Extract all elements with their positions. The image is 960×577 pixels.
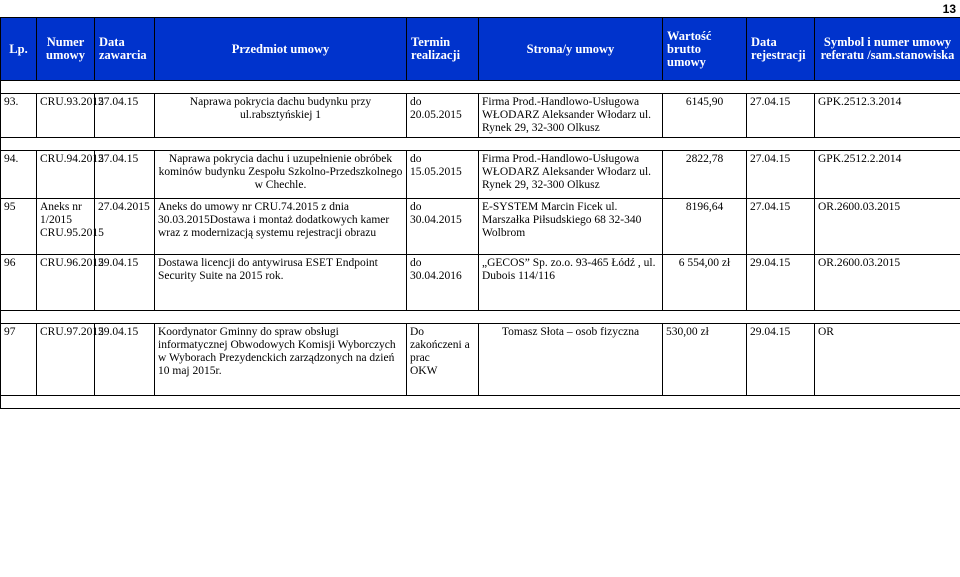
header-przedmiot: Przedmiot umowy	[155, 18, 407, 81]
cell-przedmiot: Naprawa pokrycia dachu budynku przy ul.rabsztyńskiej 1	[155, 94, 407, 138]
termin-date: 20.05.2015	[410, 109, 462, 121]
header-termin: Termin realizacji	[407, 18, 479, 81]
spacer	[1, 138, 960, 151]
cell-data-rej: 27.04.15	[747, 94, 815, 138]
table-row	[1, 255, 960, 311]
cell-numer: CRU.94.2015	[37, 151, 95, 199]
cell-numer: Aneks nr 1/2015 CRU.95.2015	[37, 199, 95, 255]
cell-termin	[407, 151, 479, 199]
cell-wartosc: 6 554,00 zł	[663, 255, 747, 311]
header-strona: Strona/y umowy	[479, 18, 663, 81]
termin-prefix: do	[410, 257, 422, 269]
cell-data-rej: 27.04.15	[747, 199, 815, 255]
cell-data: 27.04.15	[95, 94, 155, 138]
header-row	[1, 18, 960, 81]
cell-lp: 94.	[1, 151, 37, 199]
cell-termin	[407, 94, 479, 138]
cell-symbol: OR.2600.03.2015	[815, 199, 960, 255]
cell-wartosc: 6145,90	[663, 94, 747, 138]
cell-symbol: GPK.2512.3.2014	[815, 94, 960, 138]
cell-termin	[407, 324, 479, 396]
cell-przedmiot: Dostawa licencji do antywirusa ESET Endpoint Security Suite na 2015 rok.	[155, 255, 407, 311]
contract-register-table	[0, 17, 960, 409]
page-number: 13	[942, 2, 956, 16]
termin-prefix: do	[410, 96, 422, 108]
header-lp: Lp.	[1, 18, 37, 81]
termin-date: 30.04.2015	[410, 214, 462, 226]
cell-lp: 95	[1, 199, 37, 255]
termin-date: OKW	[410, 365, 438, 377]
cell-strona: Firma Prod.-Handlowo-Usługowa WŁODARZ Aleksander Włodarz ul. Rynek 29, 32-300 Olkusz	[479, 151, 663, 199]
cell-wartosc: 530,00 zł	[663, 324, 747, 396]
termin-prefix: Do zakończeni a prac	[410, 326, 470, 364]
cell-data-rej: 29.04.15	[747, 324, 815, 396]
cell-termin	[407, 255, 479, 311]
table-row	[1, 324, 960, 396]
cell-strona: Firma Prod.-Handlowo-Usługowa WŁODARZ Aleksander Włodarz ul. Rynek 29, 32-300 Olkusz	[479, 94, 663, 138]
cell-data: 29.04.15	[95, 255, 155, 311]
cell-wartosc: 2822,78	[663, 151, 747, 199]
cell-termin	[407, 199, 479, 255]
cell-numer: CRU.93.2015	[37, 94, 95, 138]
header-data-zawarcia: Data zawarcia	[95, 18, 155, 81]
cell-przedmiot: Naprawa pokrycia dachu i uzupełnienie obróbek kominów budynku Zespołu Szkolno-Przedszkolnego w Chechle.	[155, 151, 407, 199]
cell-symbol: OR	[815, 324, 960, 396]
spacer	[1, 81, 960, 94]
cell-lp: 93.	[1, 94, 37, 138]
termin-prefix: do	[410, 201, 422, 213]
cell-przedmiot: Koordynator Gminny do spraw obsługi informatycznej Obwodowych Komisji Wyborczych w Wyborach Prezydenckich zarządzonych na dzień 10 maj 2015r.	[155, 324, 407, 396]
termin-date: 30.04.2016	[410, 270, 462, 282]
termin-prefix: do	[410, 153, 422, 165]
header-numer: Numer umowy	[37, 18, 95, 81]
cell-data: 29.04.15	[95, 324, 155, 396]
cell-data: 27.04.15	[95, 151, 155, 199]
header-data-rejestracji: Data rejestracji	[747, 18, 815, 81]
cell-symbol: OR.2600.03.2015	[815, 255, 960, 311]
header-wartosc: Wartość brutto umowy	[663, 18, 747, 81]
table-row	[1, 151, 960, 199]
table-row	[1, 199, 960, 255]
cell-lp: 96	[1, 255, 37, 311]
cell-wartosc: 8196,64	[663, 199, 747, 255]
cell-data-rej: 27.04.15	[747, 151, 815, 199]
cell-strona: E-SYSTEM Marcin Ficek ul. Marszałka Piłsudskiego 68 32-340 Wolbrom	[479, 199, 663, 255]
header-symbol: Symbol i numer umowy referatu /sam.stanowiska	[815, 18, 960, 81]
spacer	[1, 396, 960, 409]
termin-date: 15.05.2015	[410, 166, 462, 178]
cell-numer: CRU.96.2015	[37, 255, 95, 311]
cell-data: 27.04.2015	[95, 199, 155, 255]
cell-lp: 97	[1, 324, 37, 396]
cell-strona: „GECOS” Sp. zo.o. 93-465 Łódź , ul. Dubois 114/116	[479, 255, 663, 311]
cell-symbol: GPK.2512.2.2014	[815, 151, 960, 199]
table-row	[1, 94, 960, 138]
spacer	[1, 311, 960, 324]
cell-strona: Tomasz Słota – osob fizyczna	[479, 324, 663, 396]
cell-przedmiot: Aneks do umowy nr CRU.74.2015 z dnia 30.03.2015Dostawa i montaż dodatkowych kamer wraz z modernizacją systemu rejestracji obrazu	[155, 199, 407, 255]
cell-numer: CRU.97.2015	[37, 324, 95, 396]
cell-data-rej: 29.04.15	[747, 255, 815, 311]
